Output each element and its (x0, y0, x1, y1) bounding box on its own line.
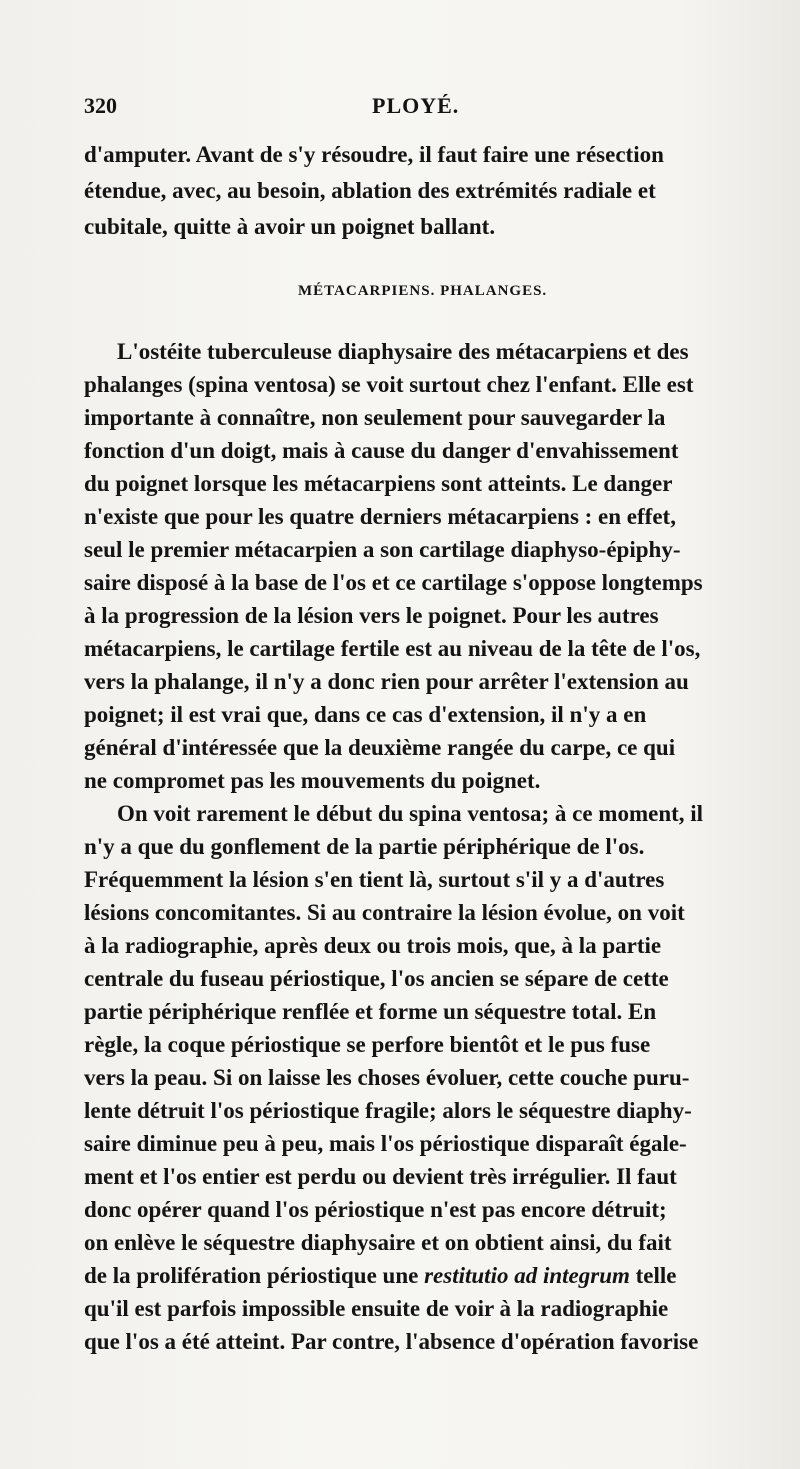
text-line: saire diminue peu à peu, mais l'os périostique disparaît égale- (84, 1131, 687, 1156)
text-line: cubitale, quitte à avoir un poignet ballant. (84, 214, 496, 239)
text-line: L'ostéite tuberculeuse diaphysaire des métacarpiens et des (117, 339, 689, 364)
text-line: On voit rarement le début du spina ventosa; à ce moment, il (117, 801, 704, 826)
text-line: étendue, avec, au besoin, ablation des extrémités radiale et (84, 178, 656, 203)
text-line: règle, la coque périostique se perfore bientôt et le pus fuse (84, 1032, 651, 1057)
text-line-end: telle (629, 1263, 677, 1288)
page-number: 320 (84, 93, 117, 118)
text-line: général d'intéressée que la deuxième rangée du carpe, ce qui (84, 735, 676, 760)
text-line: donc opérer quand l'os périostique n'est pas encore détruit; (84, 1197, 667, 1222)
text-line: lente détruit l'os périostique fragile; alors le séquestre diaphy- (84, 1098, 692, 1123)
text-line: importante à connaître, non seulement pour sauvegarder la (84, 405, 666, 430)
text-line: n'existe que pour les quatre derniers métacarpiens : en effet, (84, 504, 676, 529)
text-line: à la radiographie, après deux ou trois mois, que, à la partie (84, 933, 662, 958)
text-line: ne compromet pas les mouvements du poignet. (84, 768, 541, 793)
text-line: qu'il est parfois impossible ensuite de voir à la radiographie (84, 1296, 669, 1321)
text-line: d'amputer. Avant de s'y résoudre, il faut faire une résection (84, 142, 664, 167)
text-line: n'y a que du gonflement de la partie périphérique de l'os. (84, 834, 645, 859)
text-line: poignet; il est vrai que, dans ce cas d'extension, il n'y a en (84, 702, 647, 727)
text-line: Fréquemment la lésion s'en tient là, surtout s'il y a d'autres (84, 867, 665, 892)
text-line: que l'os a été atteint. Par contre, l'absence d'opération favorise (84, 1329, 699, 1354)
running-title: PLOYÉ. (372, 93, 460, 118)
text-line: partie périphérique renflée et forme un séquestre total. En (84, 999, 657, 1024)
text-line: phalanges (spina ventosa) se voit surtout chez l'enfant. Elle est (84, 372, 694, 397)
text-line: vers la phalange, il n'y a donc rien pour arrêter l'extension au (84, 669, 689, 694)
text-line: saire disposé à la base de l'os et ce cartilage s'oppose longtemps (84, 570, 703, 595)
latin-phrase: restitutio ad integrum (424, 1263, 630, 1288)
running-head (84, 93, 684, 123)
text-line: lésions concomitantes. Si au contraire la lésion évolue, on voit (84, 900, 685, 925)
text-line: ment et l'os entier est perdu ou devient très irrégulier. Il faut (84, 1164, 677, 1189)
text-line: métacarpiens, le cartilage fertile est au niveau de la tête de l'os, (84, 636, 701, 661)
text-line: du poignet lorsque les métacarpiens sont atteints. Le danger (84, 471, 673, 496)
text-line: seul le premier métacarpien a son cartilage diaphyso-épiphy- (84, 537, 681, 562)
text-line: centrale du fuseau périostique, l'os ancien se sépare de cette (84, 966, 669, 991)
text-line: vers la peau. Si on laisse les choses évoluer, cette couche puru- (84, 1065, 690, 1090)
text-line: on enlève le séquestre diaphysaire et on obtient ainsi, du fait (84, 1230, 672, 1255)
text-line: à la progression de la lésion vers le poignet. Pour les autres (84, 603, 659, 628)
text-line: fonction d'un doigt, mais à cause du danger d'envahissement (84, 438, 679, 463)
section-heading: MÉTACARPIENS. PHALANGES. (298, 283, 548, 299)
text-line-with-latin (84, 1261, 676, 1291)
text-line-start: de la prolifération périostique une (84, 1263, 425, 1288)
